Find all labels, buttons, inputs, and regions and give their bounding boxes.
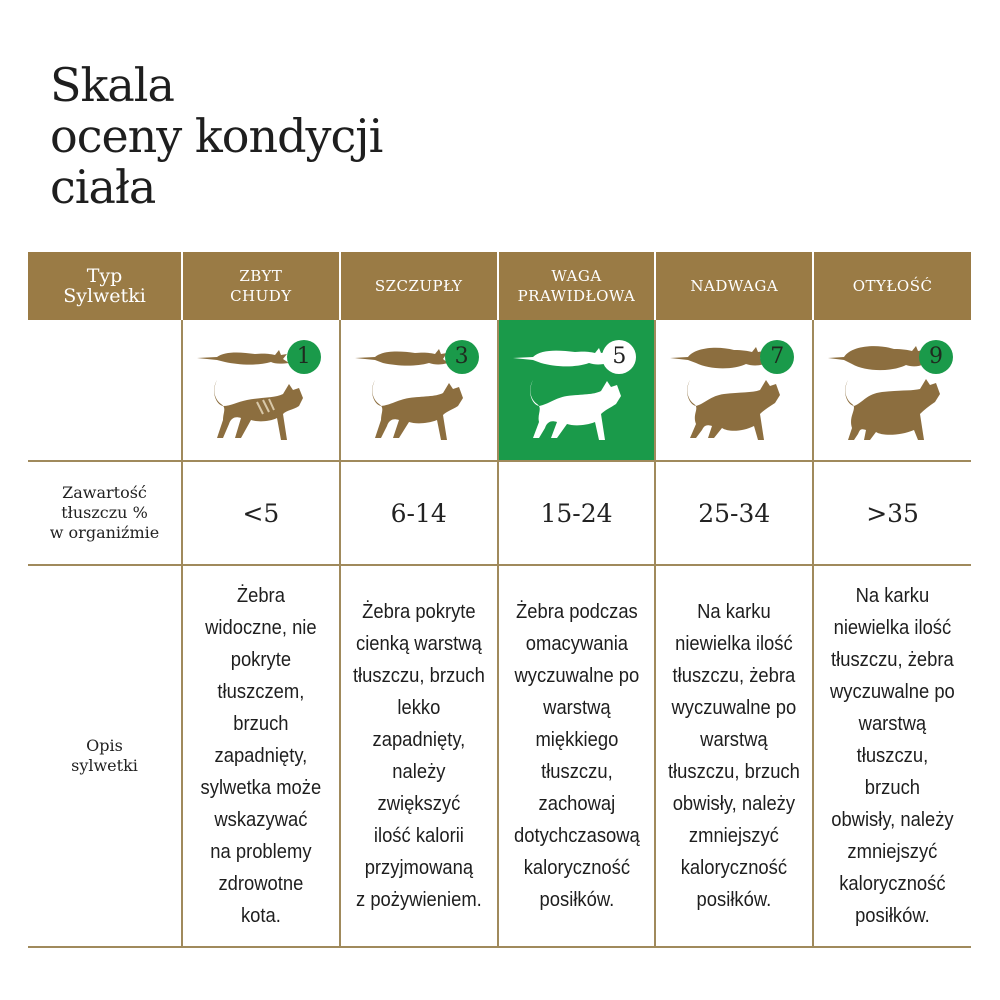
description-line: zapadnięty, <box>372 729 466 751</box>
description-line: wyczuwalne po <box>671 697 797 719</box>
description-line: warstwą <box>858 713 927 735</box>
description-row <box>28 565 971 947</box>
description-line: widoczne, nie <box>205 617 317 639</box>
description-line: zdrowotne <box>218 873 304 895</box>
description-line: Żebra <box>236 585 285 607</box>
fat-value-text: >35 <box>866 498 919 528</box>
description-text <box>189 580 332 932</box>
header-normal-weight <box>498 252 656 320</box>
description-line: niewielka ilość <box>675 633 794 655</box>
desc-label-line-2: sylwetki <box>71 756 138 775</box>
category-label: SZCZUPŁY <box>374 277 463 295</box>
illustration-cell-7 <box>655 320 813 461</box>
fat-value-5 <box>498 461 656 565</box>
fat-value-3 <box>340 461 498 565</box>
description-line: wskazywać <box>214 809 308 831</box>
description-line: miękkiego <box>535 729 618 751</box>
description-line: posiłków. <box>539 889 614 911</box>
score-badge: 9 <box>919 340 953 374</box>
description-line: posiłków. <box>855 905 930 927</box>
description-line: zachowaj <box>538 793 615 815</box>
desc-cell-3 <box>340 565 498 947</box>
desc-cell-1 <box>182 565 340 947</box>
page-title <box>50 60 382 213</box>
illustration-row <box>28 320 971 461</box>
description-line: kaloryczność <box>681 857 788 879</box>
description-line: ilość kalorii <box>373 825 464 847</box>
category-label: OTYŁOŚĆ <box>852 277 933 295</box>
description-line: kaloryczność <box>839 873 946 895</box>
score-badge: 3 <box>445 340 479 374</box>
header-body-type <box>28 252 182 320</box>
header-row <box>28 252 971 320</box>
description-line: Żebra podczas <box>515 601 638 623</box>
fat-label-line-2: tłuszczu % <box>61 503 148 522</box>
header-overweight <box>655 252 813 320</box>
description-line: Na karku <box>697 601 772 623</box>
header-first-line-1: Typ <box>86 265 123 287</box>
fat-value-text: 25-34 <box>698 498 771 528</box>
description-line: przyjmowaną <box>364 857 473 879</box>
fat-value-1 <box>182 461 340 565</box>
illustration-empty-cell <box>28 320 182 461</box>
description-line: kota. <box>240 905 281 927</box>
description-line: obwisły, należy <box>831 809 954 831</box>
title-line-2: oceny kondycji <box>50 109 383 163</box>
fat-label-line-3: w organiźmie <box>49 523 160 542</box>
description-line: kaloryczność <box>523 857 630 879</box>
description-line: zwiększyć <box>377 793 461 815</box>
description-line: omacywania <box>525 633 628 655</box>
description-text <box>505 596 648 916</box>
description-line: z pożywieniem. <box>355 889 482 911</box>
illustration-cell-3 <box>340 320 498 461</box>
description-line: lekko <box>397 697 441 719</box>
cat-side-view-icon <box>680 370 790 450</box>
fat-value-text: <5 <box>242 498 280 528</box>
body-condition-table <box>28 252 971 948</box>
description-line: warstwą <box>542 697 611 719</box>
desc-label-cell <box>28 565 182 947</box>
illustration-cell-1 <box>182 320 340 461</box>
description-text <box>820 580 964 932</box>
description-line: należy <box>392 761 446 783</box>
description-line: dotychczasową <box>513 825 640 847</box>
description-line: brzuch <box>233 713 289 735</box>
fat-value-text: 6-14 <box>390 498 447 528</box>
header-obesity <box>813 252 971 320</box>
desc-cell-5 <box>498 565 656 947</box>
description-line: wyczuwalne po <box>514 665 639 687</box>
title-line-3: ciała <box>50 160 156 214</box>
description-line: Żebra pokryte <box>361 601 476 623</box>
header-too-thin <box>182 252 340 320</box>
category-label: WAGA <box>551 267 602 285</box>
illustration-cell-9 <box>813 320 971 461</box>
title-line-1: Skala <box>50 58 174 112</box>
description-line: na problemy <box>210 841 312 863</box>
category-label: NADWAGA <box>690 277 779 295</box>
fat-label-line-1: Zawartość <box>62 483 147 502</box>
description-line: warstwą <box>700 729 769 751</box>
description-line: tłuszczu, brzuch <box>668 761 801 783</box>
fat-value-9 <box>813 461 971 565</box>
description-text <box>663 596 806 916</box>
desc-cell-7 <box>655 565 813 947</box>
cat-side-view-icon <box>523 370 633 450</box>
desc-cell-9 <box>813 565 971 947</box>
category-label-2: CHUDY <box>230 287 292 305</box>
desc-label-line-1: Opis <box>86 736 123 755</box>
category-label-2: PRAWIDŁOWA <box>517 287 636 305</box>
description-line: tłuszczem, <box>217 681 305 703</box>
description-line: tłuszczu, żebra <box>672 665 796 687</box>
description-line: zmniejszyć <box>689 825 780 847</box>
header-slim <box>340 252 498 320</box>
description-line: sylwetka może <box>200 777 322 799</box>
score-badge: 1 <box>287 340 321 374</box>
fat-label-cell <box>28 461 182 565</box>
cat-side-view-icon <box>207 370 317 450</box>
description-line: posiłków. <box>696 889 772 911</box>
fat-value-7 <box>655 461 813 565</box>
description-line: obwisły, należy <box>673 793 796 815</box>
cat-side-view-icon <box>838 370 948 450</box>
description-text <box>347 596 490 916</box>
description-line: zmniejszyć <box>847 841 938 863</box>
illustration-cell-5-selected <box>498 320 656 461</box>
description-line: Na karku <box>855 585 930 607</box>
description-line: pokryte <box>230 649 292 671</box>
score-badge: 5 <box>602 340 636 374</box>
description-line: brzuch <box>864 777 921 799</box>
description-line: niewielka ilość <box>833 617 952 639</box>
description-line: cienką warstwą <box>355 633 482 655</box>
description-line: tłuszczu, <box>856 745 929 767</box>
fat-content-row <box>28 461 971 565</box>
score-badge: 7 <box>760 340 794 374</box>
description-line: zapadnięty, <box>214 745 308 767</box>
category-label: ZBYT <box>239 267 283 285</box>
cat-side-view-icon <box>365 370 475 450</box>
description-line: tłuszczu, żebra <box>831 649 954 671</box>
description-line: tłuszczu, brzuch <box>352 665 485 687</box>
fat-value-text: 15-24 <box>540 498 613 528</box>
header-first-line-2: Sylwetki <box>63 285 146 307</box>
description-line: tłuszczu, <box>540 761 613 783</box>
description-line: wyczuwalne po <box>830 681 955 703</box>
